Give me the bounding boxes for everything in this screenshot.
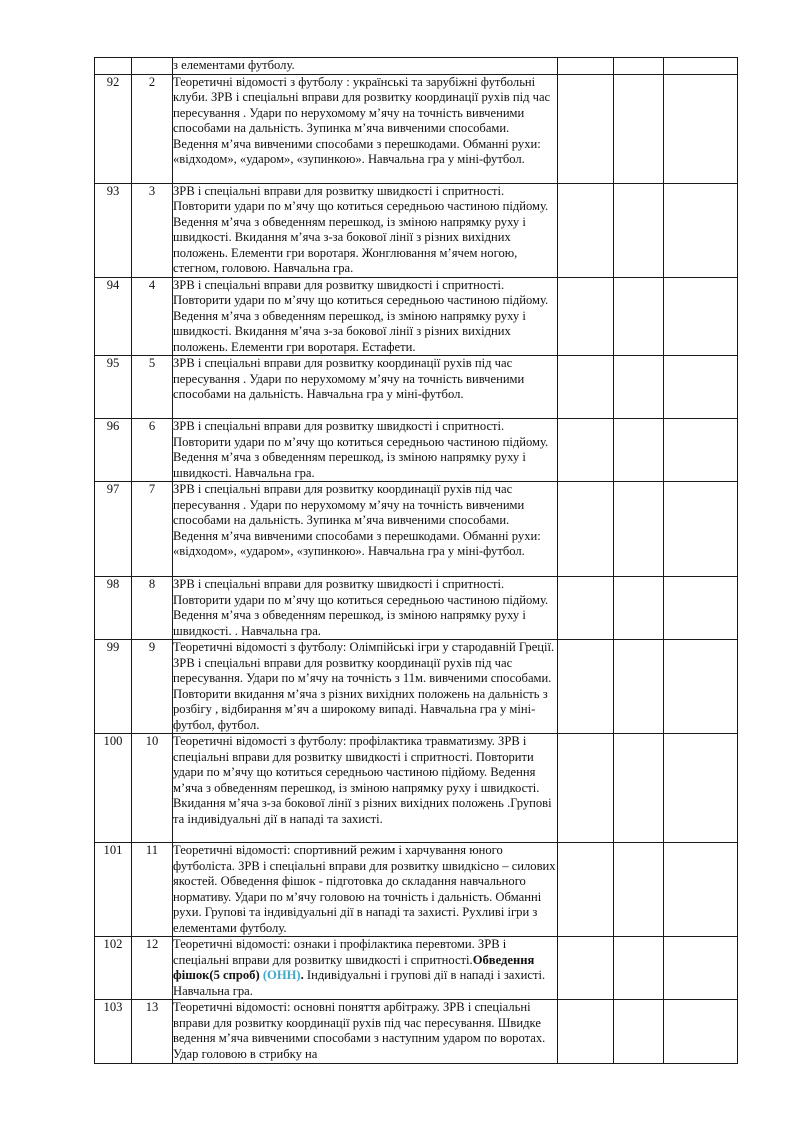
topic-lesson-number: 9 <box>132 640 173 734</box>
lesson-content: ЗРВ і спеціальні вправи для розвитку координації рухів під час пересування . Удари по нерухомому м’ячу на точність вивченими способами на дальність. Навчальна гра у міні-футбол. <box>173 356 558 419</box>
lesson-content: ЗРВ і спеціальні вправи для розвитку швидкості і спритності. Повторити удари по м’ячу що котиться середньою частиною підйому. Ведення м’яча з обведенням перешкод, із зміною напрямку руху і швидкості. Навчальна гра. <box>173 419 558 482</box>
note-cell <box>664 356 738 419</box>
topic-lesson-number: 8 <box>132 577 173 640</box>
lesson-content: ЗРВ і спеціальні вправи для розвитку координації рухів під час пересування . Удари по нерухомому м’ячу на точність вивченими способами на дальність. Зупинка м’яча вивченими способами. Ведення м’яча вивченими способами з перешкодами. Обманні рухи: «відходом», «ударом», «зупинкою». Навчальна гра у міні-футбол. <box>173 482 558 577</box>
table-row <box>95 1000 738 1064</box>
table-row <box>95 577 738 640</box>
lesson-number: 102 <box>95 937 132 1000</box>
table-row <box>95 356 738 419</box>
content-text: Індивідуальні і групові дії в нападі і захисті. Навчальна гра. <box>173 968 546 998</box>
table-row <box>95 640 738 734</box>
class-cell <box>614 419 664 482</box>
table-row <box>95 419 738 482</box>
note-cell <box>664 419 738 482</box>
table-row <box>95 74 738 183</box>
topic-lesson-number: 10 <box>132 734 173 843</box>
note-cell <box>664 482 738 577</box>
lesson-number: 100 <box>95 734 132 843</box>
class-cell <box>614 577 664 640</box>
norm-badge: (ОНН) <box>259 968 301 982</box>
table-row <box>95 843 738 937</box>
date-cell <box>558 640 614 734</box>
date-cell <box>558 734 614 843</box>
lesson-number: 92 <box>95 74 132 183</box>
date-cell <box>558 937 614 1000</box>
note-cell <box>664 937 738 1000</box>
norm-title: Обведення фішок(5 спроб) <box>173 952 535 982</box>
lesson-number: 96 <box>95 419 132 482</box>
lesson-number: 97 <box>95 482 132 577</box>
lesson-number: 101 <box>95 843 132 937</box>
date-cell <box>558 58 614 75</box>
table-row <box>95 734 738 843</box>
date-cell <box>558 74 614 183</box>
class-cell <box>614 58 664 75</box>
date-cell <box>558 277 614 356</box>
table-row <box>95 937 738 1000</box>
class-cell <box>614 277 664 356</box>
note-cell <box>664 1000 738 1064</box>
lesson-content: ЗРВ і спеціальні вправи для розвитку швидкості і спритності. Повторити удари по м’ячу що котиться середньою частиною підйому. Ведення м’яча з обведенням перешкод, із зміною напрямку руху і швидкості. Вкидання м’яча з-за бокової лінії з різних вихідних положень. Елементи гри воротаря. Естафети. <box>173 277 558 356</box>
lesson-plan-table <box>94 57 738 1064</box>
table-row <box>95 58 738 75</box>
lesson-content: з елементами футболу. <box>173 58 558 75</box>
note-cell <box>664 734 738 843</box>
topic-lesson-number: 12 <box>132 937 173 1000</box>
norm-period: . <box>300 968 304 982</box>
lesson-number: 98 <box>95 577 132 640</box>
date-cell <box>558 1000 614 1064</box>
note-cell <box>664 843 738 937</box>
date-cell <box>558 843 614 937</box>
lesson-content: Теоретичні відомості з футболу: профілактика травматизму. ЗРВ і спеціальні вправи для розвитку швидкості і спритності. Повторити удари по м’ячу що котиться середньою частиною підйому. Ведення м’яча з обведенням перешкод, із зміною напрямку руху і швидкості. Вкидання м’яча з-за бокової лінії з різних вихідних положень .Групові та індивідуальні дії в нападі та захисті. <box>173 734 558 843</box>
note-cell <box>664 58 738 75</box>
topic-lesson-number: 13 <box>132 1000 173 1064</box>
note-cell <box>664 183 738 277</box>
date-cell <box>558 419 614 482</box>
topic-lesson-number: 7 <box>132 482 173 577</box>
note-cell <box>664 577 738 640</box>
note-cell <box>664 277 738 356</box>
class-cell <box>614 1000 664 1064</box>
lesson-number: 103 <box>95 1000 132 1064</box>
topic-lesson-number <box>132 58 173 75</box>
table-row <box>95 482 738 577</box>
class-cell <box>614 640 664 734</box>
topic-lesson-number: 6 <box>132 419 173 482</box>
topic-lesson-number: 5 <box>132 356 173 419</box>
lesson-number: 95 <box>95 356 132 419</box>
lesson-number: 93 <box>95 183 132 277</box>
class-cell <box>614 356 664 419</box>
class-cell <box>614 482 664 577</box>
topic-lesson-number: 3 <box>132 183 173 277</box>
lesson-number: 99 <box>95 640 132 734</box>
class-cell <box>614 74 664 183</box>
lesson-content: Теоретичні відомості: спортивний режим і харчування юного футболіста. ЗРВ і спеціальні вправи для розвитку швидкісно – силових якостей. Обведення фішок - підготовка до складання навчального нормативу. Удари по м’ячу головою на точність і дальність. Обманні рухи. Групові та індивідуальні дії в нападі та захисті. Рухливі ігри з елементами футболу. <box>173 843 556 935</box>
date-cell <box>558 577 614 640</box>
note-cell <box>664 74 738 183</box>
topic-lesson-number: 4 <box>132 277 173 356</box>
lesson-content: Теоретичні відомості з футболу: Олімпійські ігри у стародавній Греції. ЗРВ і спеціальні вправи для розвитку координації рухів під час пересування. Удари по м’ячу на точність з 11м. вивченими способами. Повторити вкидання м’яча з різних вихідних положень на дальність з розбігу , відбирання м’яч а широкому випаді. Навчальна гра у міні-футбол, футбол. <box>173 640 558 734</box>
date-cell <box>558 482 614 577</box>
lesson-content: Теоретичні відомості з футболу : українські та зарубіжні футбольні клуби. ЗРВ і спеціальні вправи для розвитку координації рухів під час пересування . Удари по нерухомому м’ячу на точність вивченими способами на дальність. Зупинка м’яча вивченими способами. Ведення м’яча вивченими способами з перешкодами. Обманні рухи: «відходом», «ударом», «зупинкою». Навчальна гра у міні-футбол. <box>173 74 558 183</box>
class-cell <box>614 183 664 277</box>
lesson-content: ЗРВ і спеціальні вправи для розвитку швидкості і спритності. Повторити удари по м’ячу що котиться середньою частиною підйому. Ведення м’яча з обведенням перешкод, із зміною напрямку руху і швидкості. . Навчальна гра. <box>173 577 558 640</box>
table-row <box>95 277 738 356</box>
class-cell <box>614 734 664 843</box>
content-text: Теоретичні відомості: ознаки і профілактика перевтоми. ЗРВ і спеціальні вправи для розвитку швидкості і спритності. <box>173 937 507 967</box>
class-cell <box>614 843 664 937</box>
date-cell <box>558 183 614 277</box>
lesson-content <box>173 937 558 1000</box>
topic-lesson-number: 11 <box>132 843 173 937</box>
note-cell <box>664 640 738 734</box>
lesson-number <box>95 58 132 75</box>
lesson-content: ЗРВ і спеціальні вправи для розвитку швидкості і спритності. Повторити удари по м’ячу що котиться середньою частиною підйому. Ведення м’яча з обведенням перешкод, із зміною напрямку руху і швидкості. Вкидання м’яча з-за бокової лінії з різних вихідних положень. Елементи гри воротаря. Жонглювання м’ячем ногою, стегном, головою. Навчальна гра. <box>173 183 558 277</box>
lesson-number: 94 <box>95 277 132 356</box>
topic-lesson-number: 2 <box>132 74 173 183</box>
lesson-content: Теоретичні відомості: основні поняття арбітражу. ЗРВ і спеціальні вправи для розвитку координації рухів під час пересування. Швидке ведення м’яча вивченими способами з наступним ударом по воротах. Удар головою в стрибку на <box>173 1000 558 1064</box>
class-cell <box>614 937 664 1000</box>
table-row <box>95 183 738 277</box>
date-cell <box>558 356 614 419</box>
